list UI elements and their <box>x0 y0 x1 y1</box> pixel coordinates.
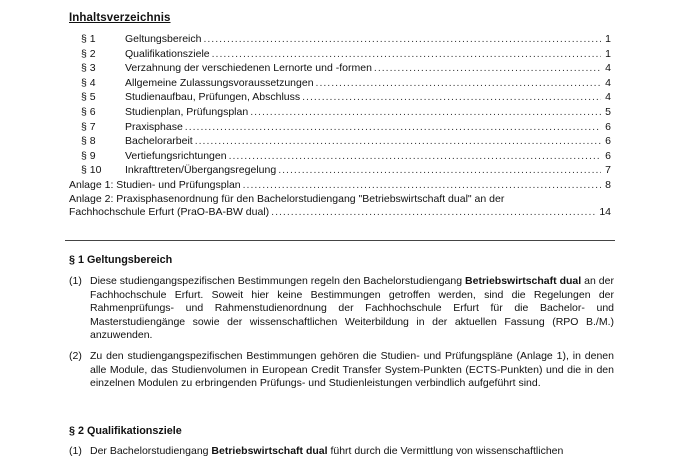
toc-leader-dots <box>302 90 601 105</box>
toc-entry-number: § 5 <box>81 91 96 104</box>
paragraph-text-part: Diese studiengangspezifischen Bestimmungen regeln den Bachelorstudiengang <box>90 275 466 287</box>
paragraph-number: (1) <box>69 275 82 287</box>
toc-entry[interactable] <box>69 61 611 76</box>
paragraph-text-part: an der Fachhochschule Erfurt. Soweit hier keine Bestimmungen getroffen werden, sind die Regelungen der Rahmenprüfungs- und Rahmenstudienordnung der Fachhochschule Erfurt für die Bachelor- und Masterstudiengänge sowie der wissenschaftlichen Weiterbildung in der aktuellen Fassung (RPO B./M.) anzuwenden. <box>90 275 614 342</box>
section-heading: § 2 Qualifikationsziele <box>69 425 182 437</box>
paragraph <box>69 275 614 343</box>
paragraph-text-part: Der Bachelorstudiengang <box>90 445 212 457</box>
toc-entry-label: Geltungsbereich <box>125 33 202 45</box>
toc-annex-1[interactable] <box>69 178 611 193</box>
horizontal-divider <box>65 240 615 241</box>
toc-entry-page: 6 <box>605 120 611 133</box>
toc-entry-number: § 2 <box>81 47 96 60</box>
toc-entry-label: Studienaufbau, Prüfungen, Abschluss <box>125 91 301 104</box>
toc-entry[interactable] <box>69 149 611 164</box>
toc-entry[interactable] <box>69 32 611 47</box>
toc-entry-label: Bachelorarbeit <box>125 135 193 148</box>
toc-title: Inhaltsverzeichnis <box>69 12 171 24</box>
toc-annex-page: 8 <box>605 178 611 191</box>
toc-entry[interactable] <box>69 105 611 120</box>
toc-leader-dots <box>316 76 601 91</box>
toc-entry-page: 1 <box>605 47 611 60</box>
toc-entry-page: 6 <box>605 149 611 162</box>
toc-leader-dots <box>195 134 601 149</box>
toc-entry[interactable] <box>69 76 611 91</box>
toc-leader-dots <box>250 105 601 120</box>
toc-entry[interactable] <box>69 90 611 105</box>
paragraph-text <box>90 445 614 459</box>
toc-leader-dots <box>374 61 601 76</box>
toc-entry-number: § 10 <box>81 164 102 177</box>
section-geltungsbereich <box>69 254 614 391</box>
toc-leader-dots <box>278 163 601 178</box>
toc-entry-number: § 3 <box>81 62 96 75</box>
bold-program-name: Betriebswirtschaft dual <box>465 275 582 287</box>
paragraph-text-part: führt durch die Vermittlung von wissenschaftlichen <box>327 445 564 457</box>
paragraph-number: (1) <box>69 445 82 457</box>
paragraph-text <box>90 275 614 343</box>
toc-leader-dots <box>271 206 597 220</box>
toc-entry-label: Praxisphase <box>125 120 183 133</box>
toc-entry-label: Qualifikationsziele <box>125 47 210 60</box>
paragraph-text: Zu den studiengangspezifischen Bestimmungen gehören die Studien- und Prüfungspläne (Anlage 1), in denen alle Module, das Studienvolumen in European Credit Transfer System-Punkten (ECTS-Punkten) und die in den einzelnen Modulen zu erbringenden Prüfungs- und Studienleistungen verbindlich aufgeführt sind. <box>90 349 614 390</box>
toc-entry[interactable] <box>69 134 611 149</box>
toc-leader-dots <box>229 149 601 164</box>
bold-program-name: Betriebswirtschaft dual <box>211 445 328 457</box>
toc-entry[interactable] <box>69 120 611 135</box>
toc-annex-page: 14 <box>599 206 611 219</box>
toc-annex-2[interactable] <box>69 193 611 220</box>
toc-entry[interactable] <box>69 47 611 62</box>
section-qualifikationsziele <box>69 425 614 459</box>
toc-entry-page: 4 <box>605 91 611 104</box>
toc-entry-number: § 1 <box>81 33 96 45</box>
paragraph <box>69 350 614 391</box>
toc-entry-number: § 9 <box>81 149 96 162</box>
toc-entry-label: Verzahnung der verschiedenen Lernorte und -formen <box>125 62 372 75</box>
toc-entry-number: § 7 <box>81 120 96 133</box>
toc-entry-label: Allgemeine Zulassungsvoraussetzungen <box>125 76 314 89</box>
toc-annex-label: Anlage 1: Studien- und Prüfungsplan <box>69 178 241 191</box>
toc-entry-label: Inkrafttreten/Übergangsregelung <box>125 164 277 177</box>
toc-entry-page: 7 <box>605 164 611 177</box>
toc-entry-page: 4 <box>605 62 611 75</box>
toc-annex-label-line2: Fachhochschule Erfurt (PraO-BA-BW dual) <box>69 206 270 219</box>
toc-entry-number: § 4 <box>81 76 96 89</box>
toc-annex-label-line1: Anlage 2: Praxisphasenordnung für den Bachelorstudiengang "Betriebswirtschaft dual" an der <box>69 192 505 205</box>
toc-entry-number: § 6 <box>81 105 96 118</box>
table-of-contents <box>69 32 611 220</box>
toc-entry-number: § 8 <box>81 135 96 148</box>
toc-leader-dots <box>203 32 601 47</box>
toc-entry-label: Studienplan, Prüfungsplan <box>125 105 249 118</box>
paragraph <box>69 445 614 459</box>
toc-entry-page: 6 <box>605 135 611 148</box>
toc-leader-dots <box>212 47 601 62</box>
section-heading: § 1 Geltungsbereich <box>69 254 173 266</box>
toc-leader-dots <box>185 120 601 135</box>
toc-leader-dots <box>243 178 601 193</box>
toc-entry[interactable] <box>69 163 611 178</box>
toc-entry-page: 4 <box>605 76 611 89</box>
toc-entry-page: 1 <box>605 33 611 45</box>
toc-entry-page: 5 <box>605 105 611 118</box>
toc-entry-label: Vertiefungsrichtungen <box>125 149 227 162</box>
paragraph-number: (2) <box>69 349 82 362</box>
